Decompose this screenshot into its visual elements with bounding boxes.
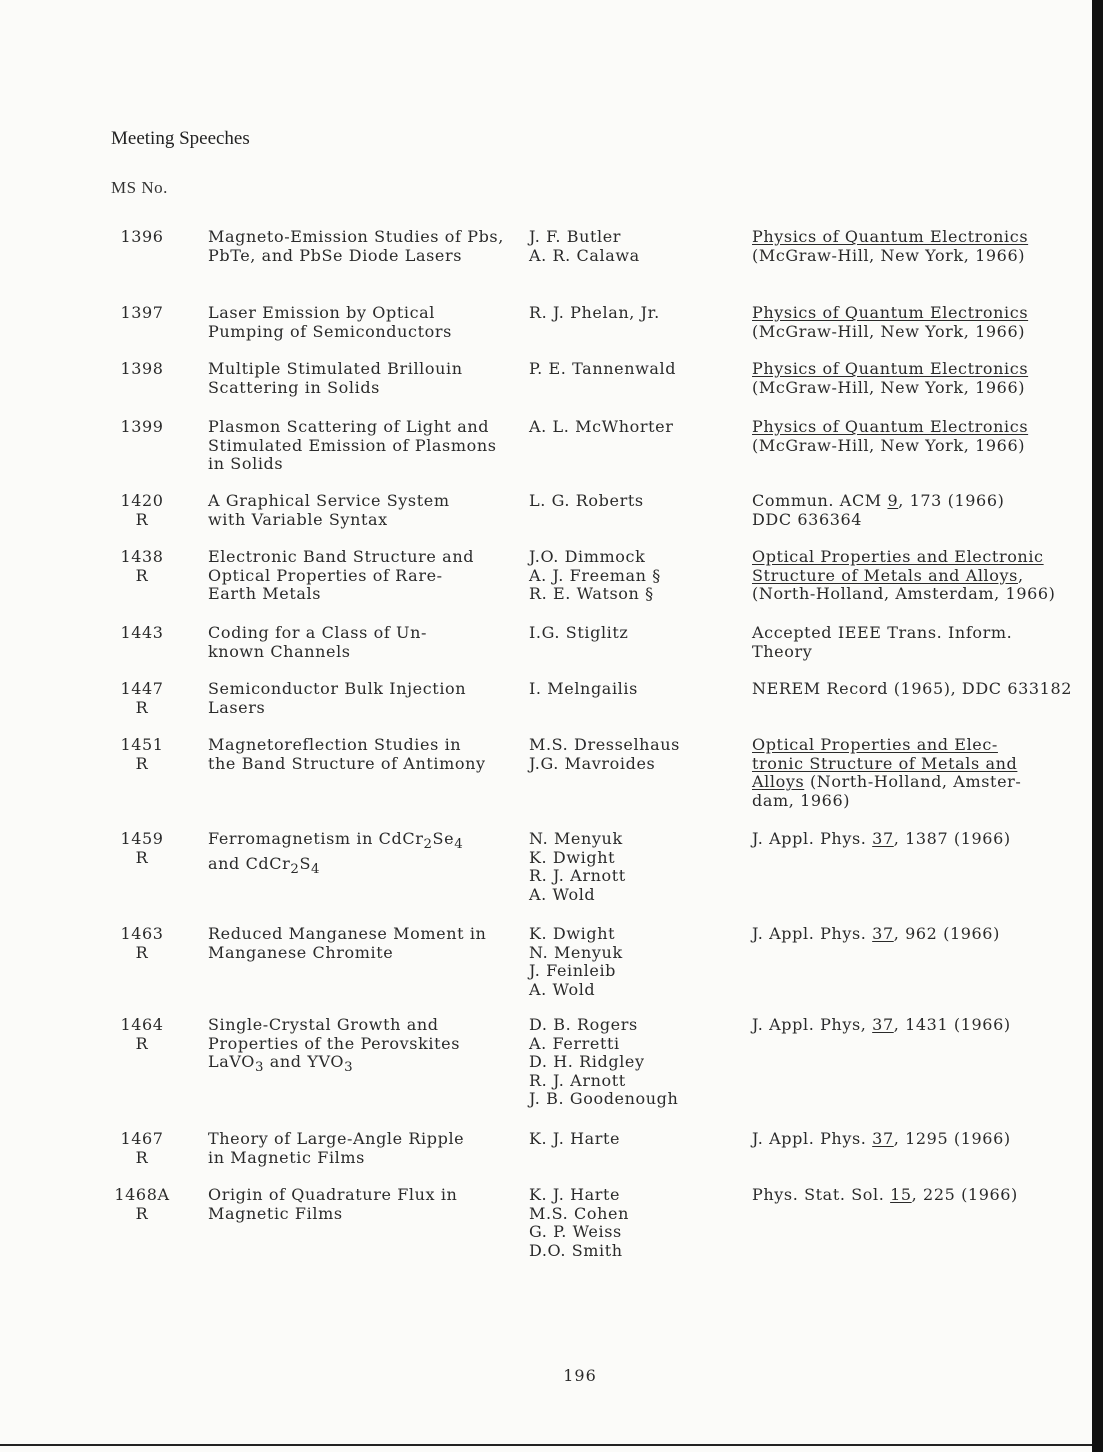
speech-authors [529, 1186, 739, 1260]
ms-number [105, 925, 179, 962]
author-name: M.S. Cohen [529, 1203, 629, 1223]
publication-reference: Physics of Quantum Electronics (McGraw-Hill, New York, 1966) [752, 417, 1029, 455]
ms-number-suffix: R [135, 942, 149, 962]
author-name: G. P. Weiss [529, 1222, 622, 1241]
publication-reference: Optical Properties and Elec- tronic Structure of Metals and Alloys (North-Holland, Amster- dam, 1966) [752, 735, 1022, 810]
speech-title: A Graphical Service System with Variable Syntax [208, 491, 450, 529]
ms-number-value: 1397 [120, 303, 164, 322]
author-name: J. F. Butler [529, 227, 622, 246]
ms-number-value: 1399 [120, 417, 164, 436]
section-title: Meeting Speeches [111, 128, 250, 149]
speech-title: Laser Emission by Optical Pumping of Semiconductors [208, 303, 452, 341]
author-name: D. B. Rogers [529, 1015, 638, 1034]
speech-authors [529, 624, 739, 643]
author-name: R. J. Arnott [529, 1070, 626, 1090]
speech-authors [529, 1016, 739, 1109]
author-name: I. Melngailis [529, 679, 638, 698]
publication-reference: J. Appl. Phys. 37, 1295 (1966) [752, 1129, 1011, 1148]
author-name: K. J. Harte [529, 1129, 621, 1148]
ms-number-suffix: R [135, 1033, 149, 1053]
ms-number-suffix: R [135, 697, 149, 717]
speech-authors [529, 492, 739, 511]
ms-number-value: 1447 [120, 679, 164, 698]
speech-authors [529, 418, 739, 437]
ms-number-value: 1443 [120, 623, 164, 642]
speech-title: Single-Crystal Growth and Properties of the Perovskites LaVO$_3$ and $YVO_3$ [208, 1015, 461, 1076]
ms-number-value: 1459 [120, 829, 164, 848]
ms-number [105, 228, 179, 247]
speech-authors [529, 228, 739, 265]
speech-authors [529, 830, 739, 904]
speech-title: Ferromagnetism in $CdCr_2Se_4$ and $CdCr_2S_4$ [208, 829, 464, 877]
ms-number-suffix: R [135, 565, 149, 585]
ms-number-value: 1398 [120, 359, 164, 378]
publication-reference: J. Appl. Phys. 37, 962 (1966) [752, 924, 1000, 943]
speech-authors [529, 1130, 739, 1149]
ms-number-header: MS No. [111, 178, 168, 197]
page-number: 196 [563, 1366, 597, 1385]
ms-number-suffix: R [135, 509, 149, 529]
ms-number-value: 1438 [120, 547, 164, 566]
ms-number [105, 304, 179, 323]
scan-bottom-line [0, 1444, 1092, 1446]
ms-number-value: 1463 [120, 924, 164, 943]
speech-title: Semiconductor Bulk Injection Lasers [208, 679, 467, 717]
speech-authors [529, 736, 739, 773]
speech-title: Magnetoreflection Studies in the Band Structure of Antimony [208, 735, 486, 773]
author-name: R. J. Phelan, Jr. [529, 303, 660, 322]
ms-number-value: 1468A [114, 1185, 170, 1204]
ms-number [105, 830, 179, 867]
publication-reference: Accepted IEEE Trans. Inform. Theory [752, 623, 1013, 661]
ms-number [105, 736, 179, 773]
author-name: K. Dwight [529, 924, 616, 943]
author-name: A. Wold [529, 884, 596, 904]
author-name: P. E. Tannenwald [529, 359, 677, 378]
speech-authors [529, 925, 739, 999]
author-name: J. B. Goodenough [529, 1089, 679, 1108]
publication-reference: Phys. Stat. Sol. 15, 225 (1966) [752, 1185, 1018, 1204]
speech-title: Origin of Quadrature Flux in Magnetic Films [208, 1185, 458, 1223]
speech-authors [529, 360, 739, 379]
author-name: A. J. Freeman § [529, 565, 661, 585]
speech-title: Plasmon Scattering of Light and Stimulated Emission of Plasmons in Solids [208, 417, 497, 473]
speech-title: Theory of Large-Angle Ripple in Magnetic Films [208, 1129, 465, 1167]
author-name: R. E. Watson § [529, 584, 654, 603]
ms-number-value: 1420 [120, 491, 164, 510]
ms-number-value: 1467 [120, 1129, 164, 1148]
ms-number [105, 1186, 179, 1223]
scan-edge-bar [1092, 0, 1103, 1452]
author-name: L. G. Roberts [529, 491, 644, 510]
author-name: N. Menyuk [529, 942, 623, 962]
author-name: K. Dwight [529, 847, 616, 867]
author-name: J. Feinleib [529, 961, 617, 980]
author-name: I.G. Stiglitz [529, 623, 629, 642]
publication-reference: J. Appl. Phys. 37, 1387 (1966) [752, 829, 1011, 848]
ms-number [105, 1130, 179, 1167]
author-name: D. H. Ridgley [529, 1052, 645, 1071]
ms-number-value: 1451 [120, 735, 164, 754]
ms-number [105, 492, 179, 529]
publication-reference: Physics of Quantum Electronics (McGraw-Hill, New York, 1966) [752, 227, 1029, 265]
ms-number-suffix: R [135, 753, 149, 773]
speech-title: Magneto-Emission Studies of Pbs, PbTe, and PbSe Diode Lasers [208, 227, 504, 265]
speech-title: Reduced Manganese Moment in Manganese Chromite [208, 924, 487, 962]
publication-reference: NEREM Record (1965), DDC 633182 [752, 679, 1072, 698]
author-name: M.S. Dresselhaus [529, 735, 680, 754]
ms-number-suffix: R [135, 847, 149, 867]
ms-number-suffix: R [135, 1203, 149, 1223]
author-name: A. R. Calawa [529, 245, 640, 265]
ms-number-value: 1464 [120, 1015, 164, 1034]
speech-authors [529, 304, 739, 323]
author-name: A. Ferretti [529, 1033, 620, 1053]
speech-title: Coding for a Class of Un- known Channels [208, 623, 428, 661]
author-name: J.G. Mavroides [529, 753, 656, 773]
speech-authors [529, 680, 739, 699]
ms-number [105, 548, 179, 585]
author-name: D.O. Smith [529, 1240, 623, 1260]
publication-reference: J. Appl. Phys, 37, 1431 (1966) [752, 1015, 1011, 1034]
author-name: N. Menyuk [529, 829, 623, 848]
author-name: J.O. Dimmock [529, 547, 646, 566]
author-name: A. L. McWhorter [529, 417, 674, 436]
ms-number-suffix: R [135, 1147, 149, 1167]
ms-number [105, 360, 179, 379]
author-name: K. J. Harte [529, 1185, 621, 1204]
speech-title: Multiple Stimulated Brillouin Scattering in Solids [208, 359, 463, 397]
publication-reference: Physics of Quantum Electronics (McGraw-Hill, New York, 1966) [752, 359, 1029, 397]
ms-number-value: 1396 [120, 227, 164, 246]
ms-number [105, 1016, 179, 1053]
publication-reference: Optical Properties and Electronic Structure of Metals and Alloys, (North-Holland, Amsterdam, 1966) [752, 547, 1056, 603]
publication-reference: Commun. ACM 9, 173 (1966) DDC 636364 [752, 491, 1005, 529]
publication-reference: Physics of Quantum Electronics (McGraw-Hill, New York, 1966) [752, 303, 1029, 341]
speech-title: Electronic Band Structure and Optical Properties of Rare- Earth Metals [208, 547, 475, 603]
author-name: R. J. Arnott [529, 866, 626, 885]
speech-authors [529, 548, 739, 604]
author-name: A. Wold [529, 979, 596, 999]
ms-number [105, 680, 179, 717]
ms-number [105, 624, 179, 643]
ms-number [105, 418, 179, 437]
